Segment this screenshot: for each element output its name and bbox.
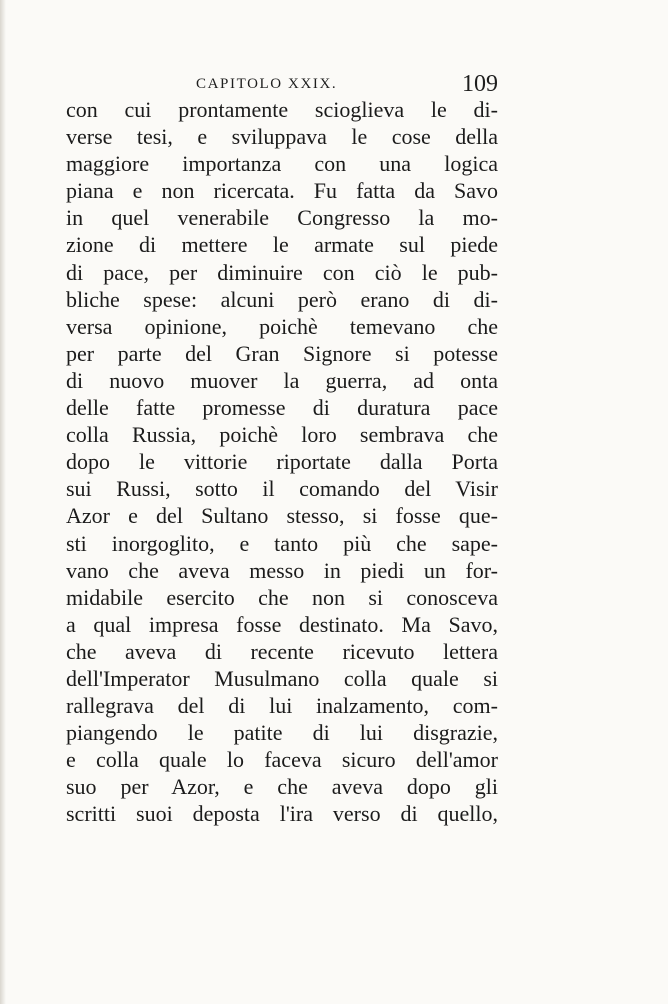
text-line: sti inorgoglito, e tanto più che sape-	[66, 530, 498, 556]
text-line: bliche spese: alcuni però erano di di-	[66, 286, 498, 312]
text-line: Azor e del Sultano stesso, si fosse que-	[66, 503, 498, 529]
text-line: suo per Azor, e che aveva dopo gli	[66, 774, 498, 800]
text-line: in quel venerabile Congresso la mo-	[66, 205, 498, 231]
body-text	[66, 96, 498, 828]
text-line: delle fatte promesse di duratura pace	[66, 395, 498, 421]
text-line: di nuovo muover la guerra, ad onta	[66, 367, 498, 393]
text-line: vano che aveva messo in piedi un for-	[66, 557, 498, 583]
text-line: dopo le vittorie riportate dalla Porta	[66, 449, 498, 475]
text-line: colla Russia, poichè loro sembrava che	[66, 422, 498, 448]
text-line: con cui prontamente scioglieva le di-	[66, 97, 498, 122]
text-line: sui Russi, sotto il comando del Visir	[66, 476, 498, 502]
text-line: versa opinione, poichè temevano che	[66, 313, 498, 339]
text-line: dell'Imperator Musulmano colla quale si	[66, 665, 498, 691]
text-line: per parte del Gran Signore si potesse	[66, 340, 498, 366]
text-line: midabile esercito che non si conosceva	[66, 584, 498, 610]
text-line: verse tesi, e sviluppava le cose della	[66, 124, 498, 150]
text-line: piangendo le patite di lui disgrazie,	[66, 720, 498, 746]
text-line: di pace, per diminuire con ciò le pub-	[66, 259, 498, 285]
text-line: zione di mettere le armate sul piede	[66, 232, 498, 258]
text-line: che aveva di recente ricevuto lettera	[66, 638, 498, 664]
text-line: rallegrava del di lui inalzamento, com-	[66, 693, 498, 719]
page-gutter-shadow	[0, 0, 6, 1004]
chapter-heading: CAPITOLO XXIX.	[196, 76, 338, 92]
text-line: piana e non ricercata. Fu fatta da Savo	[66, 178, 498, 204]
text-line: scritti suoi deposta l'ira verso di quello,	[66, 801, 498, 827]
page-number: 109	[462, 71, 498, 97]
text-line: maggiore importanza con una logica	[66, 151, 498, 177]
text-line: a qual impresa fosse destinato. Ma Savo,	[66, 611, 498, 637]
text-line: e colla quale lo faceva sicuro dell'amor	[66, 747, 498, 773]
